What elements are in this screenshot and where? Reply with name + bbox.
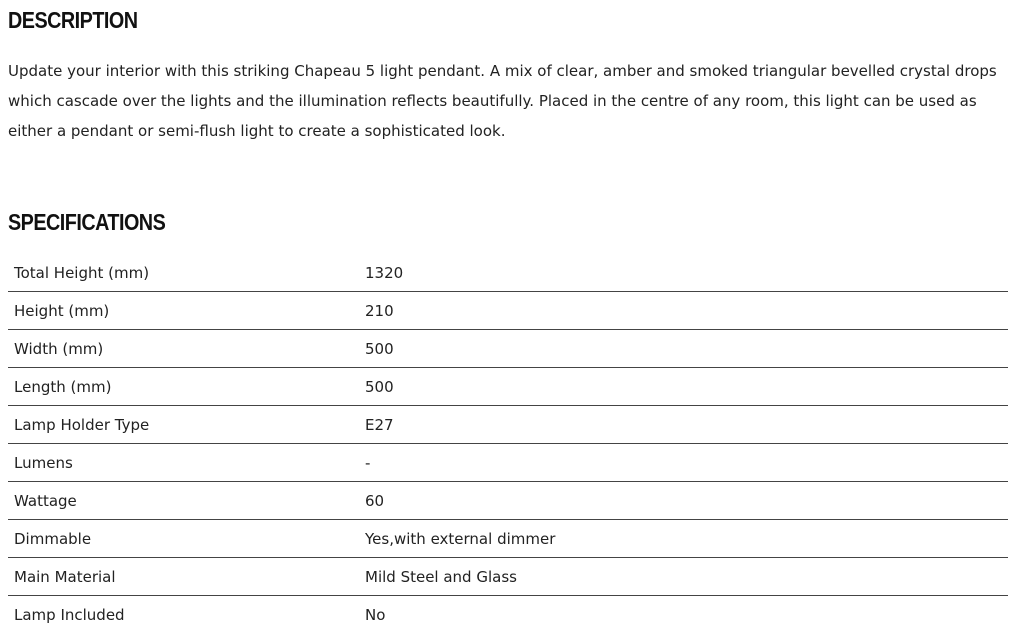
spec-label: Total Height (mm) bbox=[8, 254, 359, 292]
table-row bbox=[8, 482, 1008, 520]
spec-value: 500 bbox=[359, 368, 1008, 406]
table-row bbox=[8, 292, 1008, 330]
table-row bbox=[8, 368, 1008, 406]
spec-value: No bbox=[365, 605, 386, 624]
spec-value: 210 bbox=[359, 292, 1008, 330]
spec-value: 60 bbox=[359, 482, 1008, 520]
spec-label: Main Material bbox=[8, 558, 359, 596]
spec-value: Yes,with external dimmer bbox=[359, 520, 1008, 558]
table-row bbox=[8, 596, 1008, 634]
description-text: Update your interior with this striking Chapeau 5 light pendant. A mix of clear, amber and smoked triangular bevelled crystal drops which cascade over the lights and the illumination reflects beautifully. Placed in the centre of any room, this light can be used as either a pendant or semi-flush light to create a sophisticated look. bbox=[8, 62, 997, 140]
spec-label: Lamp Included bbox=[14, 605, 125, 624]
spec-value: 500 bbox=[359, 330, 1008, 368]
spec-value: Mild Steel and Glass bbox=[359, 558, 1008, 596]
description-heading: DESCRIPTION bbox=[8, 7, 138, 33]
spec-label: Lamp Holder Type bbox=[8, 406, 359, 444]
spec-label: Length (mm) bbox=[8, 368, 359, 406]
table-row bbox=[8, 444, 1008, 482]
table-row bbox=[8, 254, 1008, 292]
spec-value: E27 bbox=[359, 406, 1008, 444]
table-row bbox=[8, 520, 1008, 558]
table-row bbox=[8, 330, 1008, 368]
spec-value: 1320 bbox=[359, 254, 1008, 292]
table-row bbox=[8, 406, 1008, 444]
spec-label: Dimmable bbox=[8, 520, 359, 558]
spec-label: Height (mm) bbox=[8, 292, 359, 330]
spec-value: - bbox=[359, 444, 1008, 482]
spec-label: Width (mm) bbox=[8, 330, 359, 368]
table-row bbox=[8, 558, 1008, 596]
specifications-heading: SPECIFICATIONS bbox=[8, 209, 166, 235]
spec-label: Wattage bbox=[8, 482, 359, 520]
specifications-table bbox=[8, 254, 1008, 633]
spec-label: Lumens bbox=[8, 444, 359, 482]
